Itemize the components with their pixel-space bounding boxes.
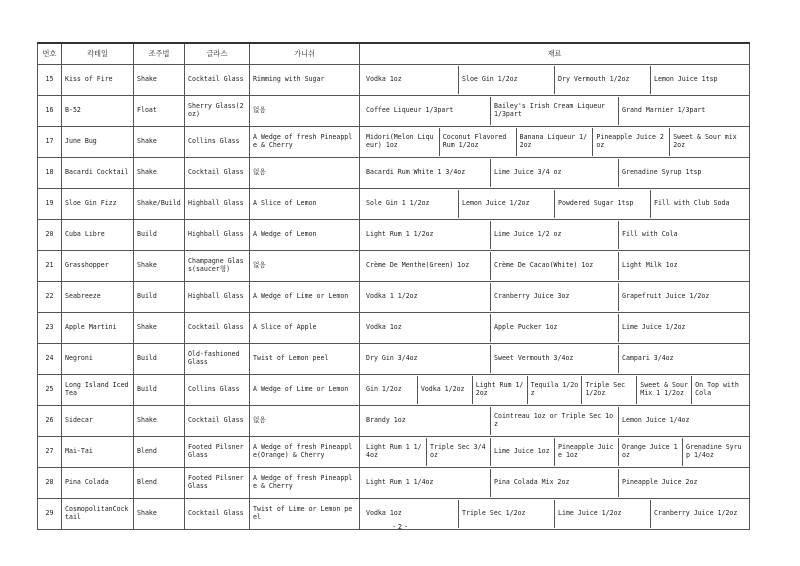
ingredient: Lime Juice 1/2 oz — [490, 221, 618, 249]
ingredient: Triple Sec 3/4oz — [426, 438, 490, 466]
ingredient: Crème De Menthe(Green) 1oz — [366, 261, 470, 270]
row-number: 16 — [38, 96, 62, 127]
ingredients-cell — [360, 313, 750, 344]
garnish: A Slice of Apple — [250, 313, 360, 344]
row-number: 26 — [38, 406, 62, 437]
table-row — [38, 127, 750, 158]
method: Shake — [134, 158, 185, 189]
garnish: Twist of Lime or Lemon peel — [250, 499, 360, 530]
ingredient: Vodka 1oz — [366, 75, 402, 84]
header-method: 조주법 — [134, 43, 185, 65]
ingredient: Triple Sec 1/2oz — [458, 500, 554, 528]
glass: Cocktail Glass — [185, 406, 250, 437]
table-row — [38, 406, 750, 437]
glass: Champagne Glass(saucer형) — [185, 251, 250, 282]
garnish: A Wedge of Lime or Lemon — [250, 375, 360, 406]
table-row — [38, 189, 750, 220]
ingredient: Pineapple Juice 2oz — [592, 128, 669, 156]
ingredient: Cointreau 1oz or Triple Sec 1oz — [490, 407, 618, 435]
row-number: 15 — [38, 65, 62, 96]
ingredients-cell — [360, 220, 750, 251]
method: Shake — [134, 251, 185, 282]
garnish: A Wedge of Lime or Lemon — [250, 282, 360, 313]
cocktail-table — [37, 42, 750, 530]
method: Shake — [134, 406, 185, 437]
cocktail-name: Sidecar — [62, 406, 134, 437]
ingredient: Lime Juice 1oz — [490, 438, 554, 466]
ingredient: Bacardi Rum White 1 3/4oz — [366, 168, 466, 177]
cocktail-name: June Bug — [62, 127, 134, 158]
ingredient: Brandy 1oz — [366, 416, 406, 425]
glass: Cocktail Glass — [185, 499, 250, 530]
ingredient: Coffee Liqueur 1/3part — [366, 106, 454, 115]
ingredients-cell — [360, 468, 750, 499]
ingredient: Vodka 1oz — [366, 509, 402, 518]
table-row — [38, 65, 750, 96]
ingredient: Vodka 1/2oz — [417, 376, 472, 404]
cocktail-name: Grasshopper — [62, 251, 134, 282]
method: Build — [134, 220, 185, 251]
row-number: 18 — [38, 158, 62, 189]
method: Float — [134, 96, 185, 127]
ingredient: Cranberry Juice 3oz — [490, 283, 618, 311]
ingredient: Light Rum 1/2oz — [472, 376, 527, 404]
ingredient: Grapefruit Juice 1/2oz — [618, 283, 746, 311]
row-number: 29 — [38, 499, 62, 530]
glass: Cocktail Glass — [185, 158, 250, 189]
table-row — [38, 437, 750, 468]
ingredient: Light Milk 1oz — [618, 252, 746, 280]
garnish: A Slice of Lemon — [250, 189, 360, 220]
ingredient: Sloe Gin 1/2oz — [458, 66, 554, 94]
method: Shake/Build — [134, 189, 185, 220]
cocktail-name: Seabreeze — [62, 282, 134, 313]
ingredient: Grenadine Syrup 1/4oz — [682, 438, 746, 466]
ingredient: Lime Juice 1/2oz — [554, 500, 650, 528]
header-garnish: 가니쉬 — [250, 43, 360, 65]
ingredients-cell — [360, 406, 750, 437]
cocktail-name: Kiss of Fire — [62, 65, 134, 96]
ingredient: Light Rum 1 1/4oz — [366, 443, 422, 459]
table-row — [38, 282, 750, 313]
glass: Highball Glass — [185, 220, 250, 251]
row-number: 24 — [38, 344, 62, 375]
garnish: 없음 — [250, 96, 360, 127]
ingredients-cell — [360, 375, 750, 406]
glass: Sherry Glass(2oz) — [185, 96, 250, 127]
garnish: A Wedge of fresh Pineapple & Cherry — [250, 468, 360, 499]
ingredient: Lemon Juice 1/4oz — [618, 407, 746, 435]
ingredient: Sweet & Sour Mix 1 1/2oz — [636, 376, 691, 404]
ingredient: Vodka 1 1/2oz — [366, 292, 418, 301]
ingredient: On Top with Cola — [691, 376, 746, 404]
glass: Footed Pilsner Glass — [185, 468, 250, 499]
ingredient: Fill with Club Soda — [650, 190, 746, 218]
cocktail-name: Negroni — [62, 344, 134, 375]
row-number: 25 — [38, 375, 62, 406]
table-row — [38, 220, 750, 251]
ingredient: Lime Juice 1/2oz — [618, 314, 746, 342]
method: Shake — [134, 65, 185, 96]
ingredient: Orange Juice 1oz — [618, 438, 682, 466]
ingredient: Grand Marnier 1/3part — [618, 97, 746, 125]
ingredients-cell — [360, 65, 750, 96]
header-glass: 글라스 — [185, 43, 250, 65]
ingredient: Coconut Flavored Rum 1/2oz — [439, 128, 516, 156]
glass: Highball Glass — [185, 282, 250, 313]
row-number: 17 — [38, 127, 62, 158]
method: Build — [134, 282, 185, 313]
ingredients-cell — [360, 158, 750, 189]
ingredients-cell — [360, 189, 750, 220]
ingredient: Dry Vermouth 1/2oz — [554, 66, 650, 94]
cocktail-name: Cuba Libre — [62, 220, 134, 251]
row-number: 19 — [38, 189, 62, 220]
cocktail-name: Apple Martini — [62, 313, 134, 344]
glass: Footed Pilsner Glass — [185, 437, 250, 468]
row-number: 20 — [38, 220, 62, 251]
method: Blend — [134, 437, 185, 468]
glass: Cocktail Glass — [185, 65, 250, 96]
glass: Old-fashioned Glass — [185, 344, 250, 375]
cocktail-name: Mai-Tai — [62, 437, 134, 468]
table-row — [38, 375, 750, 406]
garnish: Twist of Lemon peel — [250, 344, 360, 375]
cocktail-name: Sloe Gin Fizz — [62, 189, 134, 220]
ingredient: Light Rum 1 1/4oz — [366, 478, 434, 487]
table-row — [38, 468, 750, 499]
ingredient: Tequila 1/2oz — [527, 376, 582, 404]
table-body — [38, 65, 750, 530]
ingredient: Grenadine Syrup 1tsp — [618, 159, 746, 187]
table-row — [38, 251, 750, 282]
ingredient: Crème De Cacao(White) 1oz — [490, 252, 618, 280]
garnish: A Wedge of fresh Pineapple(Orange) & Cherry — [250, 437, 360, 468]
garnish: 없음 — [250, 158, 360, 189]
ingredient: Gin 1/2oz — [366, 385, 402, 394]
ingredient: Campari 3/4oz — [618, 345, 746, 373]
table-row — [38, 344, 750, 375]
row-number: 23 — [38, 313, 62, 344]
method: Shake — [134, 313, 185, 344]
garnish: 없음 — [250, 406, 360, 437]
row-number: 22 — [38, 282, 62, 313]
ingredients-cell — [360, 251, 750, 282]
ingredient: Powdered Sugar 1tsp — [554, 190, 650, 218]
ingredients-cell — [360, 437, 750, 468]
table-row — [38, 313, 750, 344]
table-row — [38, 96, 750, 127]
ingredient: Dry Gin 3/4oz — [366, 354, 418, 363]
ingredients-cell — [360, 96, 750, 127]
method: Shake — [134, 127, 185, 158]
ingredient: Bailey's Irish Cream Liqueur 1/3part — [490, 97, 618, 125]
glass: Highball Glass — [185, 189, 250, 220]
garnish: A Wedge of fresh Pineapple & Cherry — [250, 127, 360, 158]
garnish: Rimming with Sugar — [250, 65, 360, 96]
ingredient: Triple Sec 1/2oz — [581, 376, 636, 404]
ingredient: Cranberry Juice 1/2oz — [650, 500, 746, 528]
ingredient: Apple Pucker 1oz — [490, 314, 618, 342]
ingredient: Light Rum 1 1/2oz — [366, 230, 434, 239]
ingredients-cell — [360, 282, 750, 313]
ingredient: Pineapple Juice 2oz — [618, 469, 746, 497]
method: Build — [134, 375, 185, 406]
ingredient: Pina Colada Mix 2oz — [490, 469, 618, 497]
ingredient: Sweet Vermouth 3/4oz — [490, 345, 618, 373]
ingredient: Midori(Melon Liqueur) 1oz — [366, 133, 434, 149]
cocktail-name: Pina Colada — [62, 468, 134, 499]
ingredient: Pineapple Juice 1oz — [554, 438, 618, 466]
row-number: 21 — [38, 251, 62, 282]
ingredient: Lemon Juice 1tsp — [650, 66, 746, 94]
ingredient: Lemon Juice 1/2oz — [458, 190, 554, 218]
glass: Collins Glass — [185, 375, 250, 406]
cocktail-name: Bacardi Cocktail — [62, 158, 134, 189]
ingredient: Sole Gin 1 1/2oz — [366, 199, 430, 208]
cocktail-name: CosmopolitanCocktail — [62, 499, 134, 530]
ingredient: Fill with Cola — [618, 221, 746, 249]
glass: Collins Glass — [185, 127, 250, 158]
row-number: 28 — [38, 468, 62, 499]
row-number: 27 — [38, 437, 62, 468]
table-row — [38, 158, 750, 189]
garnish: 없음 — [250, 251, 360, 282]
ingredient: Vodka 1oz — [366, 323, 402, 332]
glass: Cocktail Glass — [185, 313, 250, 344]
page-number: - 2 - — [393, 523, 407, 531]
method: Shake — [134, 499, 185, 530]
ingredients-cell — [360, 344, 750, 375]
method: Blend — [134, 468, 185, 499]
ingredient: Banana Liqueur 1/2oz — [516, 128, 593, 156]
cocktail-name: Long Island Iced Tea — [62, 375, 134, 406]
ingredient: Lime Juice 3/4 oz — [490, 159, 618, 187]
method: Build — [134, 344, 185, 375]
garnish: A Wedge of Lemon — [250, 220, 360, 251]
header-ingredients: 재료 — [360, 43, 750, 65]
ingredient: Sweet & Sour mix 2oz — [669, 128, 746, 156]
header-number: 번호 — [38, 43, 62, 65]
table-header-row — [38, 43, 750, 65]
header-cocktail: 칵테일 — [62, 43, 134, 65]
ingredients-cell — [360, 127, 750, 158]
cocktail-name: B-52 — [62, 96, 134, 127]
